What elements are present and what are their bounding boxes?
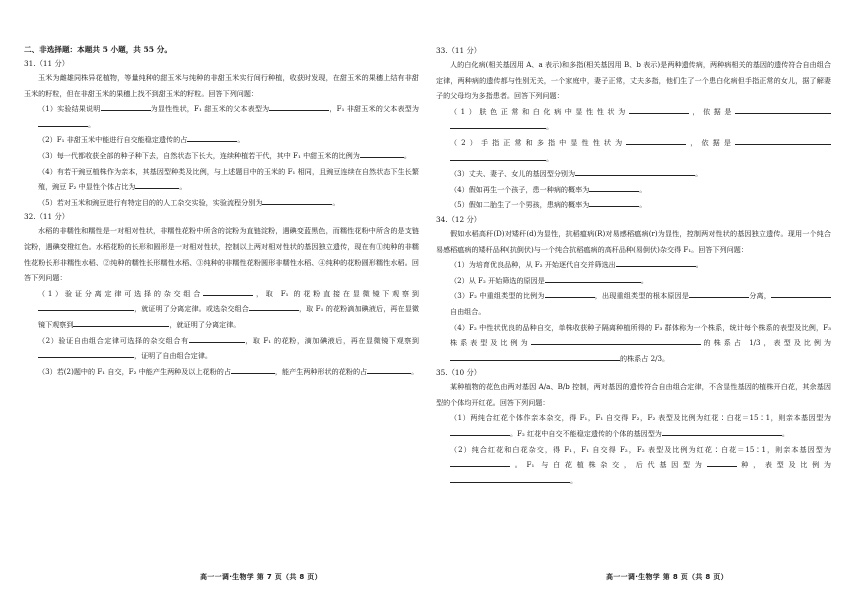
question-34-head: 34.（12 分） — [436, 214, 482, 224]
answer-blank[interactable] — [38, 348, 134, 358]
text: ，取 F₁ 的花粉滴加碘液后，再在显微镜下观察到 — [38, 304, 419, 329]
answer-blank[interactable] — [203, 286, 253, 296]
text: 。 — [411, 366, 419, 376]
text: （1）实验结果说明 — [38, 104, 101, 114]
text: 。F₂ 红花中自交不能稳定遗传的个体的基因型为 — [510, 429, 662, 439]
text: （3）丈夫、妻子、女儿的基因型分别为 — [450, 169, 576, 179]
question-34-intro: 假如水稻高秆(D)对矮秆(d)为显性，抗稻瘟病(R)对易感稻瘟病(r)为显性，控制两对性状的基因独立遗传。现用一个纯合易感稻瘟病的矮秆品种(抗倒伏)与一个纯合抗稻瘟病的高秆品种(易倒伏)杂交得 F₁。回答下列问题： — [436, 228, 831, 254]
text: ，取 F₁ 的花粉，滴加碘液后，再在显微镜下观察到 — [244, 335, 419, 345]
question-35-intro: 某种植物的花色由两对基因 A/a、B/b 控制，两对基因的遗传符合自由组合定律，不含显性基因的植株开白花，其余基因型的个体均开红花。回答下列问题： — [436, 382, 831, 407]
answer-blank[interactable] — [38, 117, 88, 127]
answer-blank[interactable] — [135, 179, 179, 189]
question-33-head: 33.（11 分） — [436, 46, 482, 55]
text: （1）为培育优良品种，从 F₂ 开始逐代自交并筛选出 — [450, 260, 616, 270]
answer-blank[interactable] — [450, 119, 546, 129]
text: （2）F₁ 非甜玉米中能进行自交能稳定遗传的占 — [38, 135, 188, 145]
text: ，取 F₁ 的花粉直接在显微镜下观察到 — [253, 288, 420, 298]
question-35-part-2 — [436, 442, 831, 489]
answer-blank[interactable] — [707, 457, 737, 467]
answer-blank[interactable] — [689, 288, 749, 298]
question-32-part-1 — [24, 286, 419, 333]
answer-blank[interactable] — [589, 182, 639, 192]
text: （2）手指正常和多指中显性性状为 — [450, 137, 627, 147]
answer-blank[interactable] — [531, 335, 701, 345]
answer-blank[interactable] — [231, 364, 275, 374]
text: 。 — [332, 197, 340, 207]
text: （4）有若干豌豆植株作为亲本，其基因型种类及比例，与上述题目中的玉米的 F₁ 相同，且豌豆连续在自然状态下生长繁殖，豌豆 F₂ 中显性个体占比为 — [38, 166, 419, 192]
text: （1）两纯合红花个体作亲本杂交，得 F₁，F₁ 自交得 F₂，F₂ 表型及比例为红花∶白花＝15∶1，则亲本基因型为 — [450, 413, 831, 423]
text: （5）假如二胎生了一个男孩，患病的概率为 — [450, 200, 590, 210]
question-33-part-5 — [436, 197, 831, 213]
text: （2）验证自由组合定律可选择的杂交组合有 — [38, 335, 189, 345]
answer-blank[interactable] — [367, 364, 411, 374]
text: 。 — [695, 260, 703, 270]
text: 种，表型及比例为 — [736, 460, 831, 470]
answer-blank[interactable] — [771, 288, 831, 298]
answer-blank[interactable] — [187, 132, 237, 142]
question-34-part-3 — [436, 288, 831, 319]
question-35-head: 35.（10 分） — [436, 368, 482, 378]
answer-blank[interactable] — [626, 135, 686, 145]
answer-blank[interactable] — [38, 301, 134, 311]
answer-blank[interactable] — [262, 195, 332, 205]
answer-blank[interactable] — [450, 473, 570, 483]
text: 。 — [695, 169, 703, 179]
page-7-column — [24, 44, 419, 379]
answer-blank[interactable] — [662, 426, 782, 436]
text: ，能产生两种形状的花粉的占 — [274, 366, 368, 376]
text: ，出现重组类型的根本原因是 — [594, 291, 690, 301]
answer-blank[interactable] — [189, 333, 245, 343]
answer-blank[interactable] — [589, 197, 639, 207]
question-32-head: 32.（11 分） — [24, 212, 70, 222]
question-32-part-3 — [24, 364, 419, 380]
question-31-part-2 — [24, 132, 419, 148]
question-31-part-4 — [24, 164, 419, 195]
text: 。 — [88, 119, 96, 129]
answer-blank[interactable] — [616, 257, 696, 267]
text: ，依据是 — [686, 137, 735, 147]
answer-blank[interactable] — [450, 457, 510, 467]
question-31-part-1 — [24, 101, 419, 132]
question-31-intro: 玉米为雌雄同株异花植物，等量纯种的甜玉米与纯种的非甜玉米实行间行种植，收获时发现，在甜玉米的果穗上结有非甜玉米的籽粒，但在非甜玉米的果穗上找不到甜玉米的籽粒。回答下列问题： — [24, 73, 419, 98]
text: ，F₁ 非甜玉米的父本表型为 — [329, 104, 420, 114]
question-33-part-1 — [436, 104, 831, 135]
answer-blank[interactable] — [629, 104, 689, 114]
text: （3）若(2)题中的 F₁ 自交，F₂ 中能产生两种及以上花粉的占 — [38, 366, 231, 376]
text: 。 — [640, 275, 648, 285]
question-33-part-4 — [436, 182, 831, 198]
text: ，证明了自由组合定律。 — [134, 351, 213, 361]
question-32-intro: 水稻的非糯性和糯性是一对相对性状，非糯性花粉中所含的淀粉为直链淀粉，遇碘变蓝黑色，而糯性花粉中所含的是支链淀粉，遇碘变橙红色。水稻花粉的长形和圆形是一对相对性状，控制以上两对相对性状的基因独立遗传，现在有①纯种的非糯性花粉长形非糯性水稻、②纯种的糯性长形糯性水稻、③纯种的非糯性花粉圆形非糯性水稻、④纯种的花粉圆形糯性水稻。回答下列问题： — [24, 226, 419, 283]
text: （2）纯合红花和白花杂交，得 F₁，F₁ 自交得 F₂，F₂ 表型及比例为红花∶白花＝15∶1，则亲本基因型为 — [450, 444, 831, 454]
answer-blank[interactable] — [249, 301, 299, 311]
text: 。 — [179, 182, 187, 192]
text: 。 — [570, 475, 578, 485]
text: （1）肤色正常和白化病中显性性状为 — [450, 106, 629, 116]
question-33-part-2 — [436, 135, 831, 166]
text: （5）若对玉米和豌豆进行有特定目的的人工杂交实验，实验流程分别为 — [38, 197, 263, 207]
question-35-part-1 — [436, 410, 831, 441]
answer-blank[interactable] — [545, 288, 595, 298]
text: （3）F₂ 中重组类型的比例为 — [450, 291, 545, 301]
answer-blank[interactable] — [360, 148, 404, 158]
answer-blank[interactable] — [735, 135, 831, 145]
question-31-part-3 — [24, 148, 419, 164]
text: 的株系占 1/3，表型及比例为 — [700, 338, 831, 348]
text: 。 — [781, 429, 789, 439]
page-8-column — [436, 44, 831, 488]
answer-blank[interactable] — [101, 101, 151, 111]
text: ，就证明了分离定律。 — [169, 319, 241, 329]
text: ，依据是 — [688, 106, 736, 116]
text: （3）每一代都收获全部的种子种下去，自然状态下长大，连续种植若干代，其中 F₁ 中甜玉米的比例为 — [38, 150, 360, 160]
text: （2）从 F₂ 开始筛选的原因是 — [450, 275, 545, 285]
answer-blank[interactable] — [269, 101, 329, 111]
question-34-part-4 — [436, 320, 831, 367]
text: 分离， — [749, 291, 772, 301]
text: 。F₁ 与白花植株杂交，后代基因型为 — [510, 460, 707, 470]
text: 的株系占 2/3。 — [620, 353, 670, 363]
text: ，就证明了分离定律。或选杂交组合 — [134, 304, 249, 314]
question-31-part-5 — [24, 195, 419, 211]
text: 。 — [237, 135, 245, 145]
page-footer-7: 高一一调·生物学 第 7 页（共 8 页） — [200, 573, 322, 581]
answer-blank[interactable] — [735, 104, 831, 114]
answer-blank[interactable] — [545, 273, 641, 283]
question-32-part-2 — [24, 333, 419, 364]
question-33-intro: 人的白化病(相关基因用 A、a 表示)和多指(相关基因用 B、b 表示)是两种遗传病，两种病相关的基因的遗传符合自由组合定律，两种病的遗传都与性别无关，一个家庭中，妻子正常，丈夫多指，他们生了一个患白化病但手指正常的女儿，据了解妻子的父母均为多指患者。回答下列问题： — [436, 60, 831, 101]
answer-blank[interactable] — [73, 317, 169, 327]
text: （1）验证分离定律可选择的杂交组合 — [38, 288, 204, 298]
text: 。 — [546, 122, 554, 132]
question-33-part-3 — [436, 166, 831, 182]
text: （4）F₂ 中性状优良的品种自交，单株收获种子隔离种植所得的 F₃ 群体称为一个株系，统计每个株系的表型及比例，F₃ 株系表型及比例为 — [450, 322, 831, 348]
text: （4）假如再生一个孩子，患一种病的概率为 — [450, 184, 590, 194]
section-title: 二、非选择题：本题共 5 小题，共 55 分。 — [24, 45, 172, 54]
text: 为显性性状，F₁ 甜玉米的父本表型为 — [150, 104, 270, 114]
text: 。 — [546, 153, 554, 163]
answer-blank[interactable] — [575, 166, 695, 176]
question-31-head: 31.（11 分） — [24, 59, 70, 68]
text: 自由组合。 — [450, 306, 486, 316]
question-34-part-2 — [436, 273, 831, 289]
text: 。 — [639, 184, 647, 194]
answer-blank[interactable] — [450, 426, 510, 436]
text: 。 — [403, 150, 411, 160]
answer-blank[interactable] — [450, 151, 546, 161]
question-34-part-1 — [436, 257, 831, 273]
page-footer-8: 高一一调·生物学 第 8 页（共 8 页） — [606, 573, 728, 581]
answer-blank[interactable] — [450, 351, 620, 361]
text: 。 — [639, 200, 647, 210]
